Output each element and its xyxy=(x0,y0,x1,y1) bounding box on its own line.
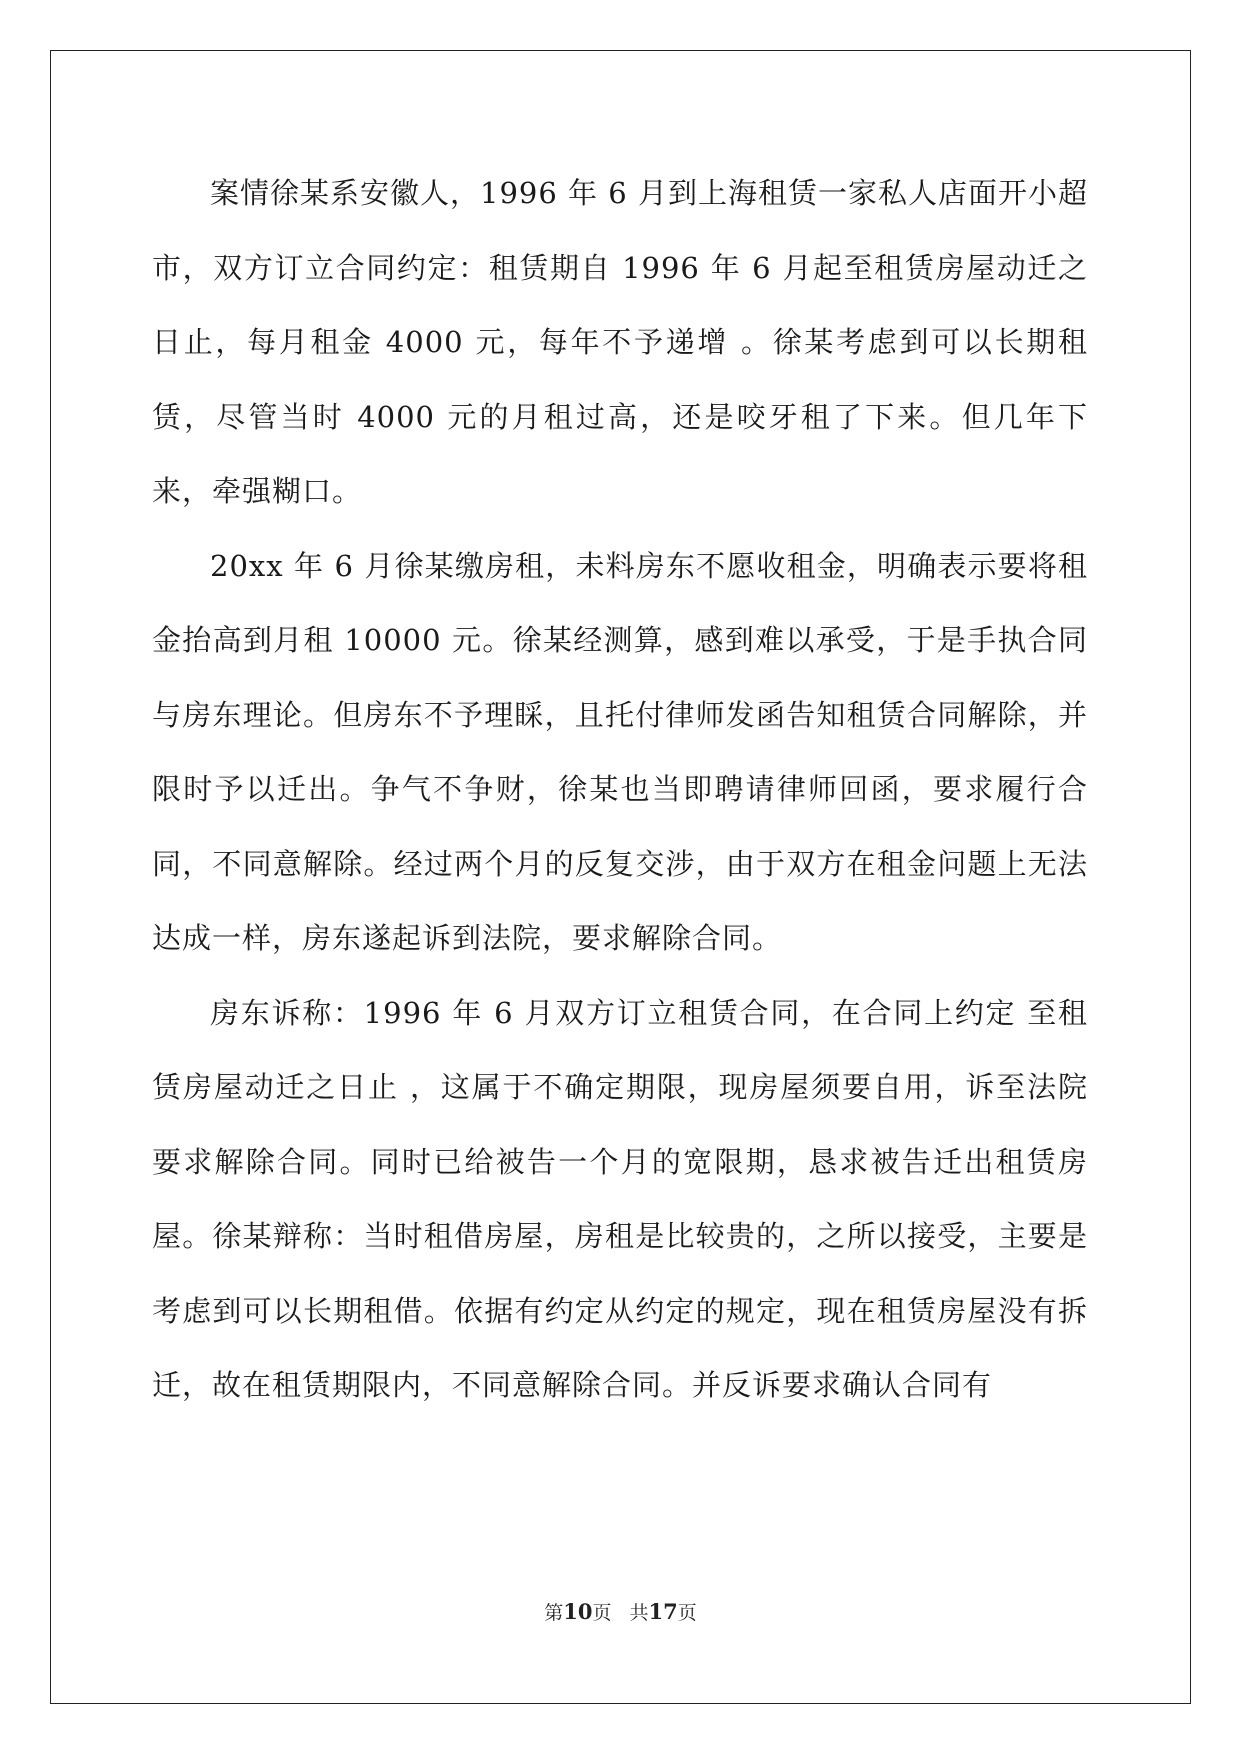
page-prefix: 第 xyxy=(544,1602,564,1624)
total-suffix: 页 xyxy=(677,1602,697,1624)
paragraph-case-facts: 案情徐某系安徽人，1996 年 6 月到上海租赁一家私人店面开小超市，双方订立合同约定：租赁期自 1996 年 6 月起至租赁房屋动迁之日止，每月租金 4000 元，每年不予递增 。徐某考虑到可以长期租赁，尽管当时 4000 元的月租过高，还是咬牙租了下来。但几年下来，牵强糊口。 xyxy=(152,176,1088,508)
page-footer xyxy=(0,1598,1241,1625)
total-prefix: 共 xyxy=(629,1602,649,1624)
total-page-number: 17 xyxy=(648,1599,678,1624)
paragraph-dispute: 20xx 年 6 月徐某缴房租，未料房东不愿收租金，明确表示要将租金抬高到月租 10000 元。徐某经测算，感到难以承受，于是手执合同与房东理论。但房东不予理睬，且托付律师发函告知租赁合同解除，并限时予以迁出。争气不争财，徐某也当即聘请律师回函，要求履行合同，不同意解除。经过两个月的反复交涉，由于双方在租金问题上无法达成一样，房东遂起诉到法院，要求解除合同。 xyxy=(152,548,1088,955)
current-page-number: 10 xyxy=(563,1599,593,1624)
page-suffix: 页 xyxy=(592,1602,612,1624)
document-body xyxy=(152,156,1088,1423)
paragraph-claims: 房东诉称：1996 年 6 月双方订立租赁合同，在合同上约定 至租赁房屋动迁之日止 ，这属于不确定期限，现房屋须要自用，诉至法院要求解除合同。同时已给被告一个月的宽限期，恳求被告迁出租赁房屋。徐某辩称：当时租借房屋，房租是比较贵的，之所以接受，主要是考虑到可以长期租借。依据有约定从约定的规定，现在租赁房屋没有拆迁，故在租赁期限内，不同意解除合同。并反诉要求确认合同有 xyxy=(152,995,1088,1402)
